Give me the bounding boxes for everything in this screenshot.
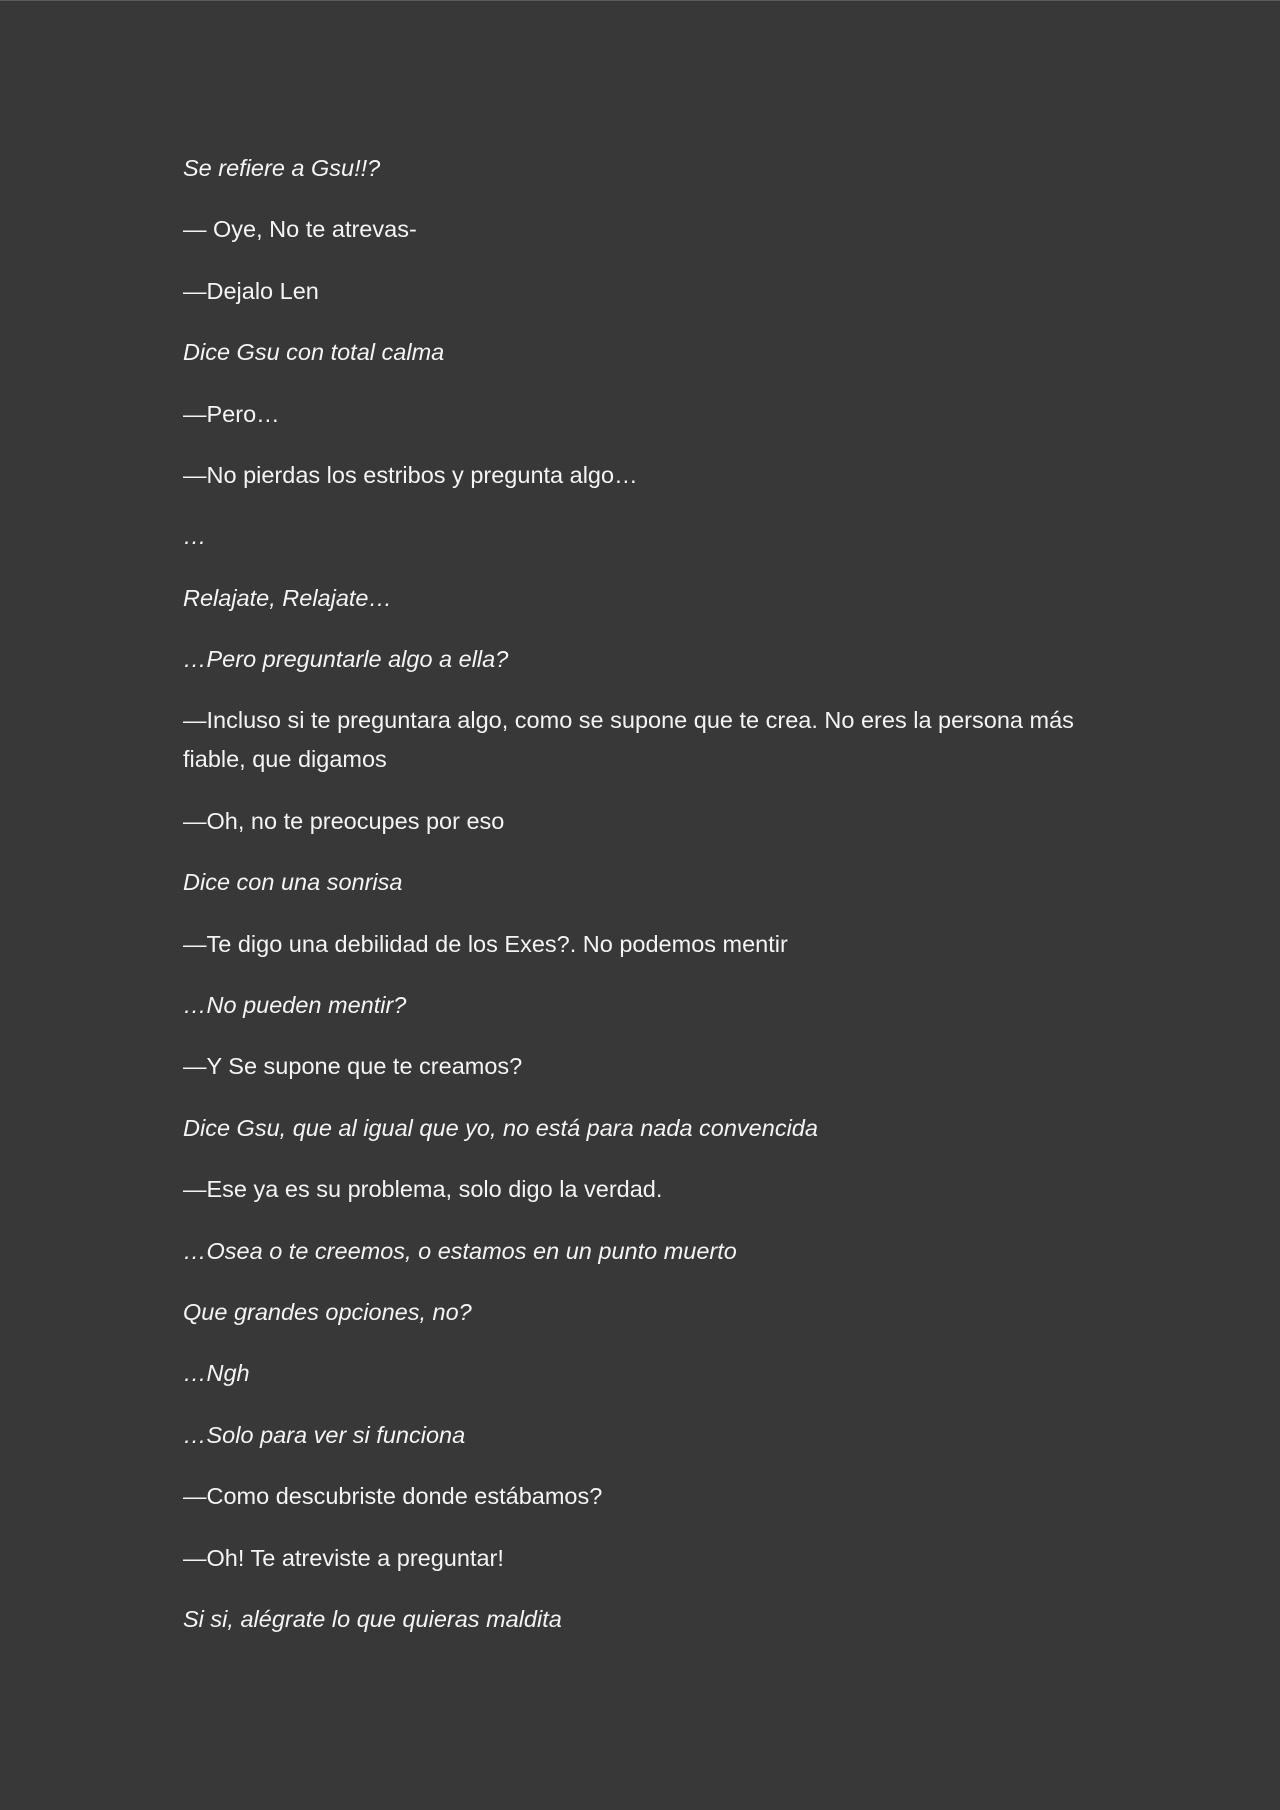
story-text — [183, 153, 1083, 1665]
dialogue-line: —No pierdas los estribos y pregunta algo… — [183, 461, 638, 488]
dialogue-line: —Pero… — [183, 400, 280, 427]
narration-line: …Osea o te creemos, o estamos en un punto muerto — [183, 1237, 737, 1264]
narration-line: Se refiere a Gsu!!? — [183, 155, 381, 181]
narration-line: …Solo para ver si funciona — [183, 1421, 466, 1448]
dialogue-line: —Dejalo Len — [183, 277, 319, 304]
narration-line: Que grandes opciones, no? — [183, 1299, 472, 1326]
narration-line: Dice Gsu con total calma — [183, 339, 445, 366]
narration-line: … — [183, 523, 207, 550]
dialogue-line: —Te digo una debilidad de los Exes?. No podemos mentir — [183, 930, 788, 957]
dialogue-line: — Oye, No te atrevas- — [183, 216, 417, 243]
narration-line: …Ngh — [183, 1360, 250, 1387]
narration-line: Dice con una sonrisa — [183, 869, 403, 896]
narration-line: Relajate, Relajate… — [183, 584, 392, 611]
narration-line: …Pero preguntarle algo a ella? — [183, 646, 509, 673]
dialogue-line: —Oh, no te preocupes por eso — [183, 807, 505, 834]
dialogue-line: —Oh! Te atreviste a preguntar! — [183, 1544, 504, 1571]
narration-line: Si si, alégrate lo que quieras maldita — [183, 1605, 562, 1632]
narration-line: …No pueden mentir? — [183, 992, 407, 1019]
dialogue-line: —Incluso si te preguntara algo, como se supone que te crea. No eres la persona más fiable, que digamos — [183, 707, 1074, 773]
dialogue-line: —Y Se supone que te creamos? — [183, 1053, 523, 1080]
narration-line: Dice Gsu, que al igual que yo, no está para nada convencida — [183, 1114, 818, 1141]
dialogue-line: —Ese ya es su problema, solo digo la verdad. — [183, 1176, 663, 1203]
dialogue-line: —Como descubriste donde estábamos? — [183, 1483, 603, 1510]
